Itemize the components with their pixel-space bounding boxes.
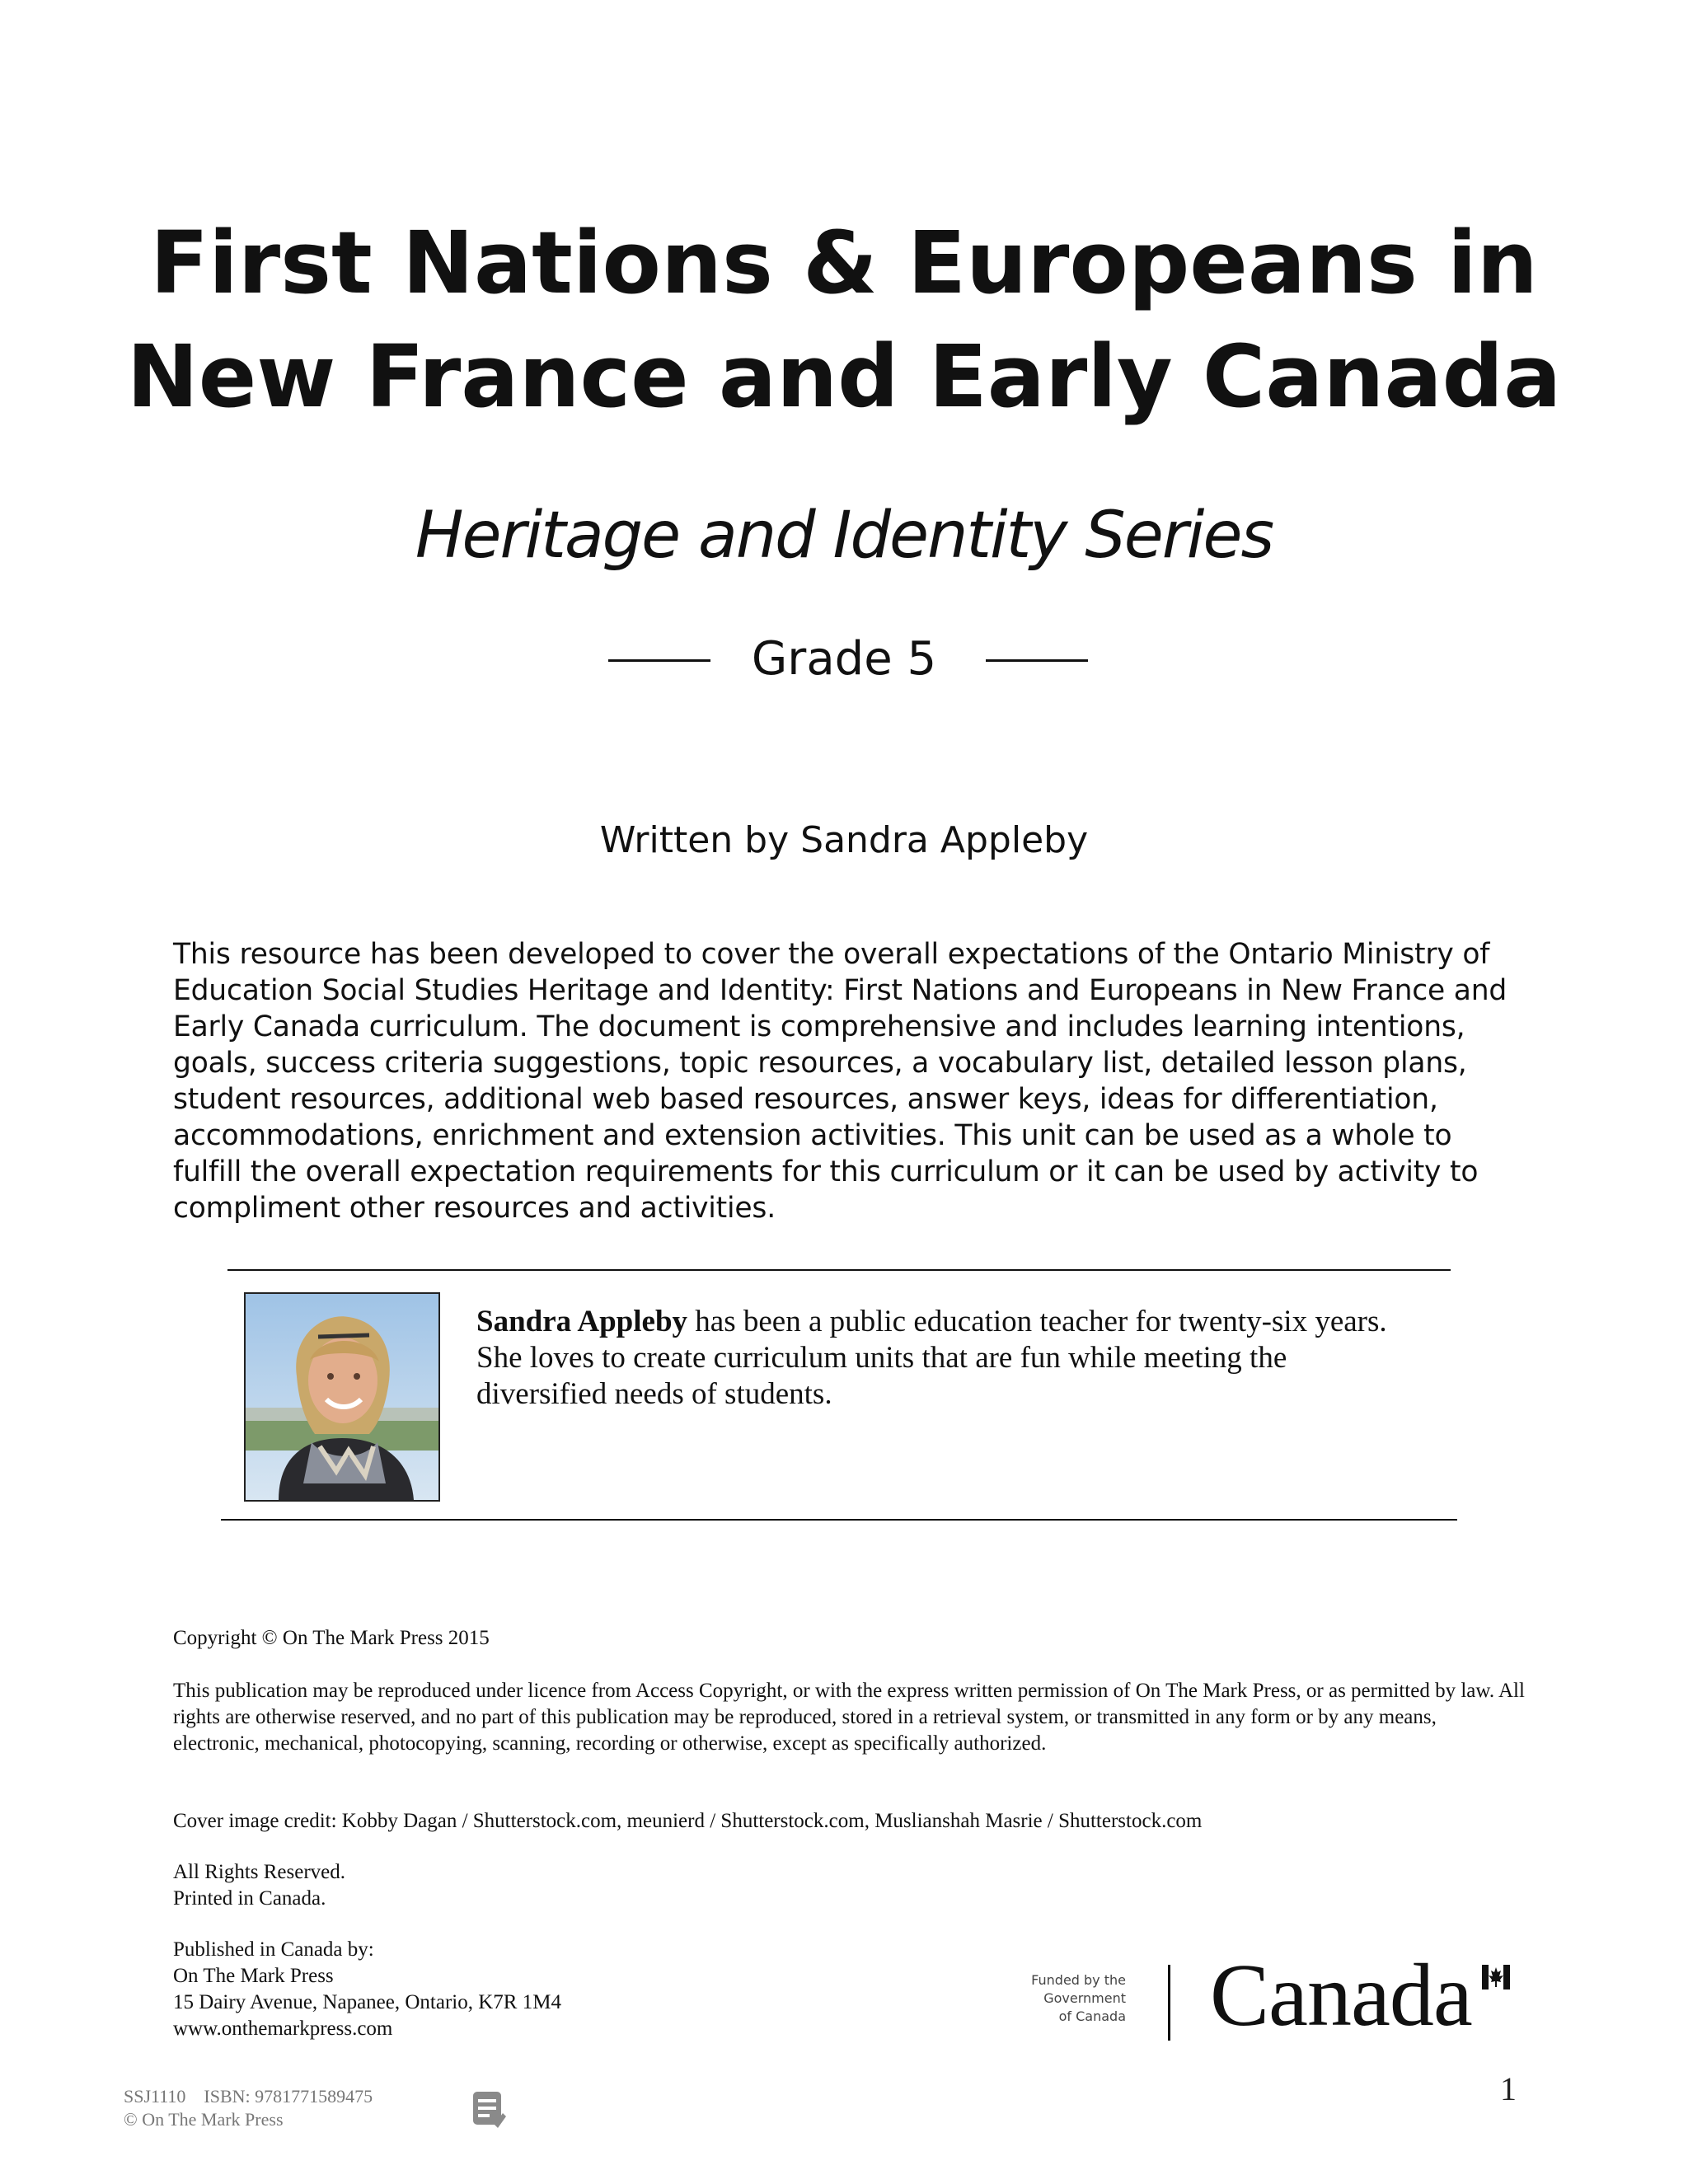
publisher-address: 15 Dairy Avenue, Napanee, Ontario, K7R 1M4 [173, 1991, 561, 2013]
page-number: 1 [1500, 2070, 1517, 2107]
copyright-line: Copyright © On The Mark Press 2015 [173, 1627, 490, 1649]
title-line-2: New France and Early Canada [126, 326, 1562, 427]
document-icon [470, 2088, 508, 2128]
printed-in: Printed in Canada. [173, 1887, 326, 1910]
publisher-label: Published in Canada by: [173, 1938, 374, 1961]
rights-block [173, 1859, 1525, 1912]
rights-reserved: All Rights Reserved. [173, 1861, 346, 1883]
author-line: Written by Sandra Appleby [599, 819, 1089, 861]
grade-label: Grade 5 [751, 632, 937, 686]
publisher-name: On The Mark Press [173, 1965, 334, 1987]
canada-logo-divider [1168, 1965, 1170, 2041]
funded-line-2: Government [1043, 1990, 1126, 2006]
bio-bottom-divider [221, 1519, 1457, 1521]
image-credit: Cover image credit: Kobby Dagan / Shutterstock.com, meunierd / Shutterstock.com, Muslianshah Masrie / Shutterstock.com [173, 1810, 1203, 1832]
author-bio-name: Sandra Appleby [476, 1305, 688, 1338]
isbn: ISBN: 9781771589475 [204, 2086, 373, 2107]
bio-top-divider [227, 1269, 1451, 1271]
grade-right-rule [986, 659, 1088, 662]
footer-copyright: © On The Mark Press [124, 2109, 284, 2130]
license-text: This publication may be reproduced under licence from Access Copyright, or with the express written permission of On The Mark Press, or as permitted by law. All rights are otherwise reserved, and no part of this publication may be reproduced, stored in a retrieval system, or transmitted in any form or by any means, electronic, mechanical, photocopying, scanning, recording or otherwise, except as specifically authorized. [173, 1680, 1525, 1755]
document-icon-graphic [470, 2088, 508, 2128]
funded-by-text [973, 1971, 1126, 2026]
document-title [0, 206, 1688, 434]
flag-graphic [1482, 1965, 1510, 1990]
funded-line-3: of Canada [1058, 2008, 1126, 2024]
series-subtitle: Heritage and Identity Series [415, 499, 1273, 573]
product-code: SSJ1110 [124, 2086, 186, 2107]
canada-wordmark: Canada [1210, 1947, 1472, 2045]
author-bio [476, 1304, 1424, 1413]
publisher-website[interactable]: www.onthemarkpress.com [173, 2018, 393, 2040]
author-photo [244, 1292, 440, 1502]
author-photo-illustration [246, 1294, 438, 1500]
author-bio-text: has been a public education teacher for twenty-six years. She loves to create curriculum units that are fun while meeting the diversified needs of students. [476, 1305, 1387, 1411]
funded-line-1: Funded by the [1031, 1972, 1126, 1988]
resource-description: This resource has been developed to cover the overall expectations of the Ontario Ministry of Education Social Studies Heritage and Identity: First Nations and Europeans in New France and Early Canada curriculum. The document is comprehensive and includes learning intentions, goals, success criteria suggestions, topic resources, a vocabulary list, detailed lesson plans, student resources, additional web based resources, answer keys, ideas for differentiation, accommodations, enrichment and extension activities. This unit can be used as a whole to fulfill the overall expectation requirements for this curriculum or it can be used by activity to compliment other resources and activities. [173, 938, 1507, 1225]
grade-row [0, 626, 1688, 692]
title-line-1: First Nations & Europeans in [150, 213, 1538, 313]
maple-leaf-flag-icon [1482, 1965, 1510, 1990]
